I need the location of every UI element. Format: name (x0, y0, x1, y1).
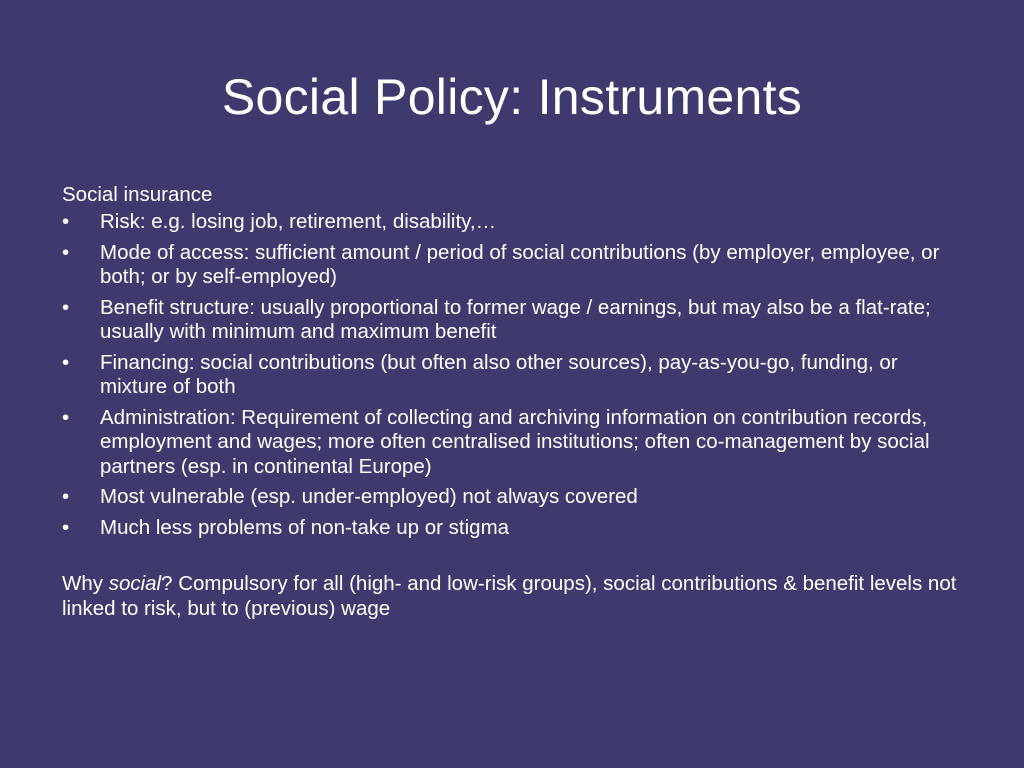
why-emphasis: social (108, 572, 162, 595)
list-item (62, 241, 962, 290)
list-item (62, 210, 962, 235)
list-item-text: Mode of access: sufficient amount / period of social contributions (by employer, employee, or both; or by self-employed) (100, 240, 940, 288)
list-item (62, 516, 962, 541)
bullet-icon: • (62, 485, 70, 508)
bullet-icon: • (62, 210, 70, 233)
list-item-text: Benefit structure: usually proportional to former wage / earnings, but may also be a flat-rate; usually with minimum and maximum benefit (100, 295, 931, 343)
why-suffix: ? Compulsory for all (high- and low-risk groups), social contributions & benefit levels not linked to risk, but to (previous) wage (62, 572, 957, 620)
slide-body (62, 180, 962, 642)
section-heading: Social insurance (62, 183, 213, 206)
bullet-icon: • (62, 350, 70, 374)
coverage-notes-list (62, 485, 962, 540)
list-item-text: Much less problems of non-take up or stigma (100, 515, 510, 539)
bullet-icon: • (62, 515, 70, 539)
list-item-text: Financing: social contributions (but often also other sources), pay-as-you-go, funding, or mixture of both (100, 350, 898, 398)
list-item (62, 485, 962, 510)
bullet-icon: • (62, 240, 70, 264)
insurance-features-list (62, 210, 962, 479)
slide-title: Social Policy: Instruments (221, 69, 803, 125)
list-item (62, 296, 962, 345)
bullet-icon: • (62, 295, 70, 319)
list-item-text: Most vulnerable (esp. under-employed) not always covered (100, 485, 638, 508)
why-prefix: Why (62, 572, 109, 595)
list-item-text: Administration: Requirement of collecting and archiving information on contribution records, employment and wages; more often centralised institutions; often co-management by social partners (esp. in continental Europe) (100, 405, 930, 478)
bullet-icon: • (62, 405, 70, 429)
why-social-paragraph (62, 572, 962, 621)
list-item (62, 351, 962, 400)
list-item (62, 406, 962, 480)
list-item-text: Risk: e.g. losing job, retirement, disability,… (100, 210, 497, 233)
